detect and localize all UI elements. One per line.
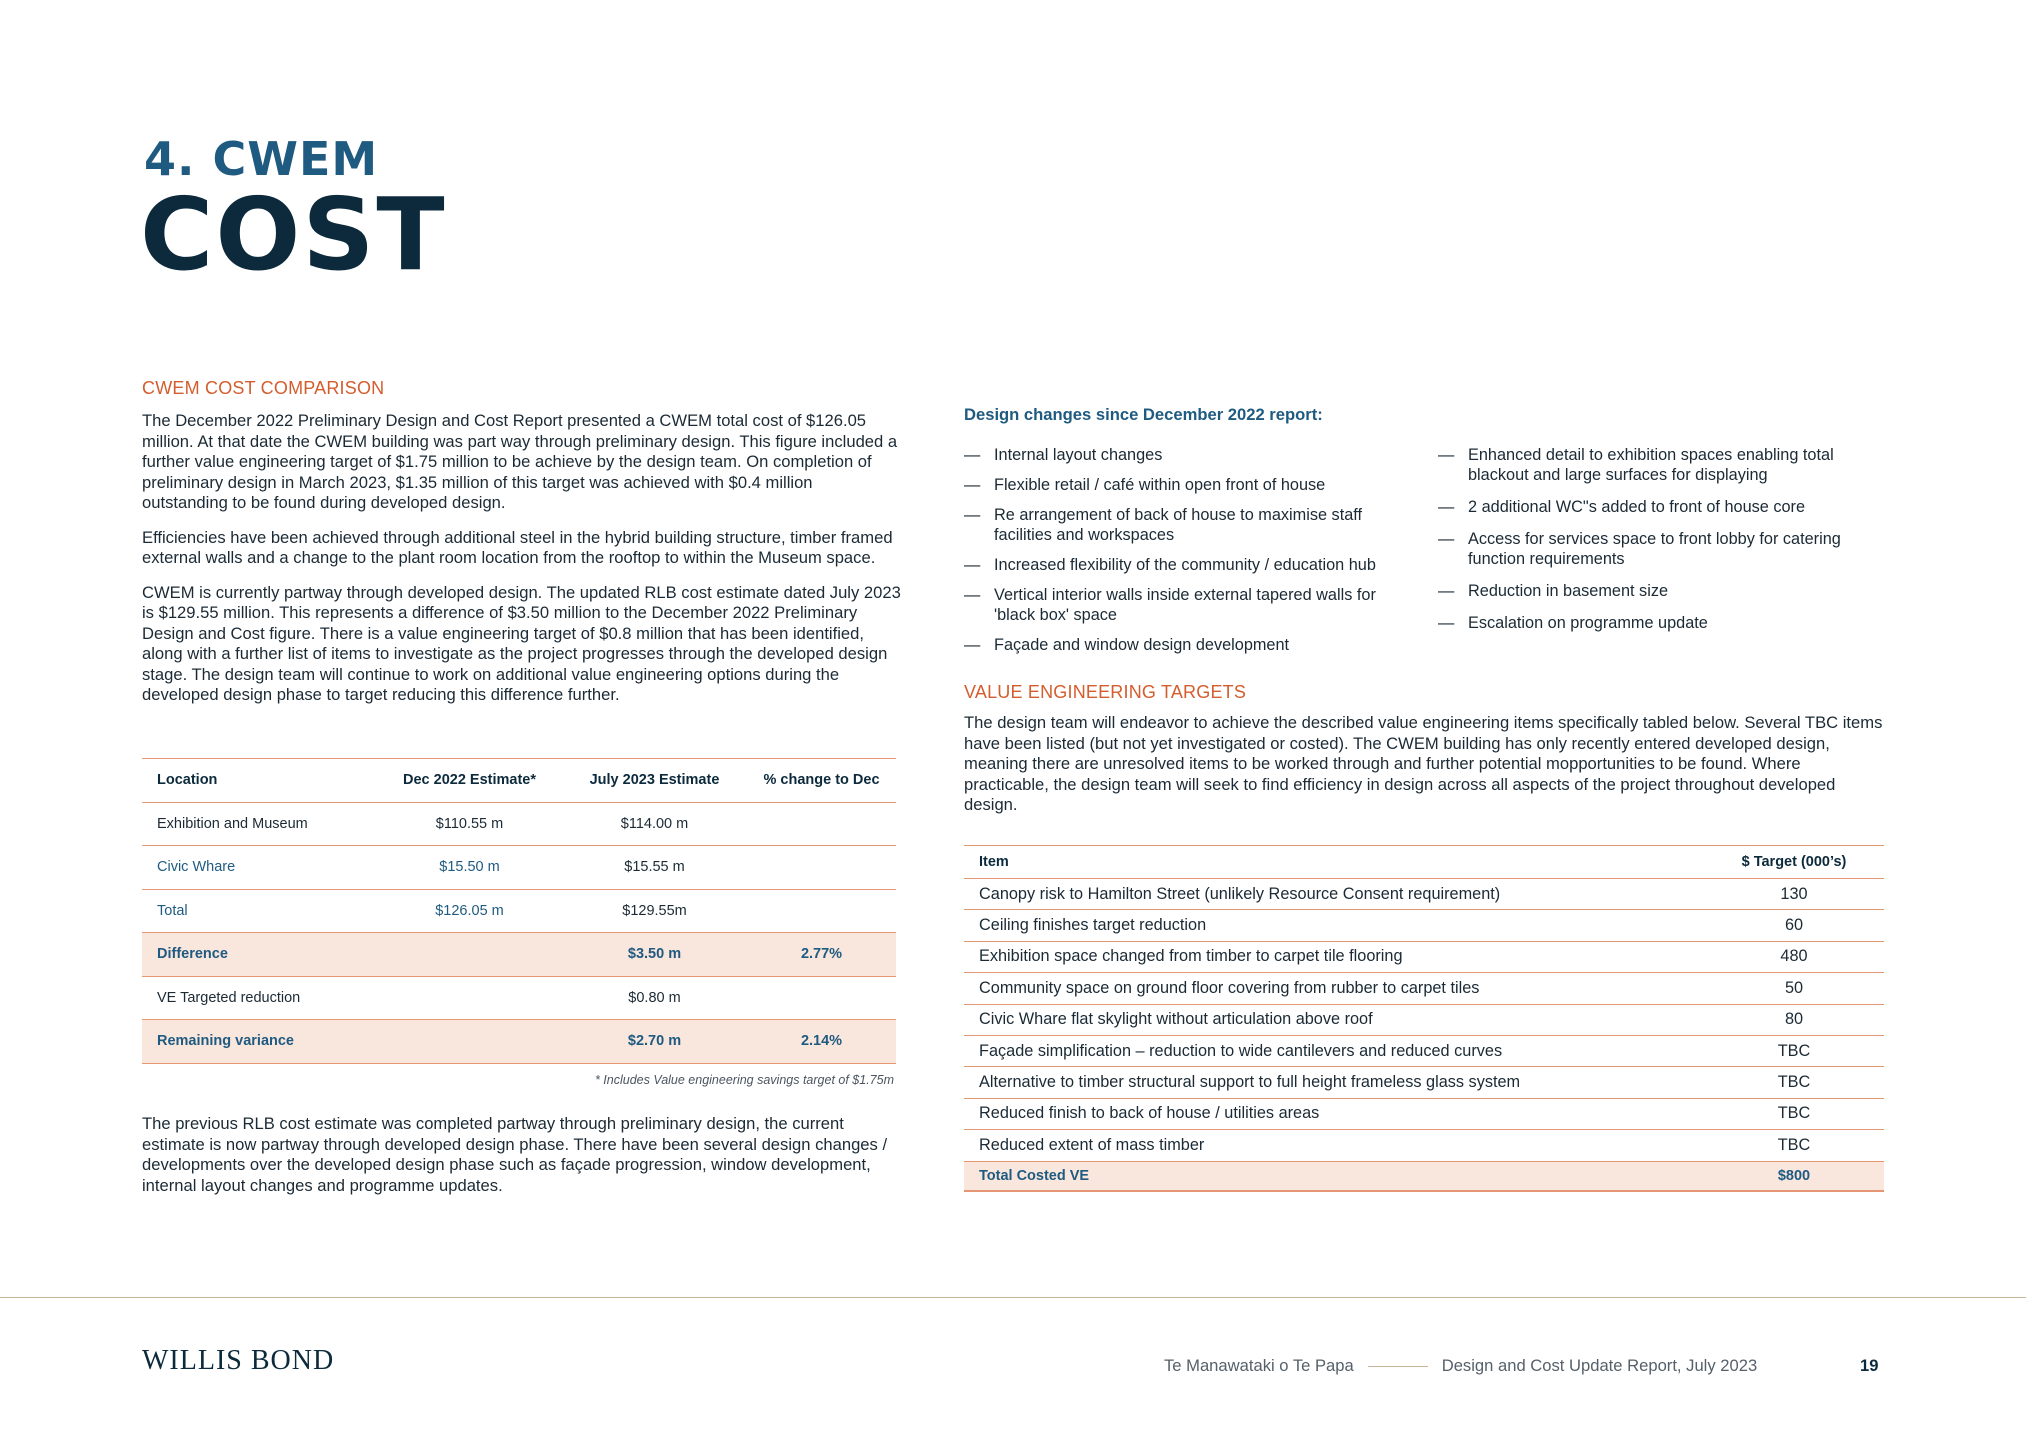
table-cell: Total Costed VE bbox=[964, 1161, 1704, 1191]
table-row bbox=[142, 889, 896, 933]
table-cell: VE Targeted reduction bbox=[142, 976, 377, 1020]
section-number: 4. CWEM bbox=[144, 132, 379, 186]
footer-divider bbox=[0, 1297, 2026, 1298]
cost-comparison-table bbox=[142, 758, 896, 1064]
list-item-text: Flexible retail / café within open front of house bbox=[994, 476, 1326, 494]
design-changes-list-left bbox=[964, 445, 1404, 655]
table-cell bbox=[377, 976, 562, 1020]
table-cell: $110.55 m bbox=[377, 802, 562, 846]
list-item-text: 2 additional WC"s added to front of house core bbox=[1468, 498, 1806, 516]
table-row bbox=[964, 1067, 1884, 1098]
value-engineering-body: The design team will endeavor to achieve the described value engineering items specifically tabled below. Several TBC items have been listed (but not yet investigated or costed). The CWEM building has only recently entered developed design, meaning there are unresolved items to be worked through and further potential mopportunities to be found. Where practicable, the design team will seek to find efficiency in design across all aspects of the project throughout developed design. bbox=[964, 713, 1883, 814]
table-cell: Ceiling finishes target reduction bbox=[964, 910, 1704, 941]
list-item bbox=[1438, 613, 1878, 633]
cost-comparison-body bbox=[142, 411, 902, 720]
dash-bullet: — bbox=[964, 636, 981, 654]
table-cell: Difference bbox=[142, 933, 377, 977]
table-cell: $126.05 m bbox=[377, 889, 562, 933]
page-title: COST bbox=[140, 176, 447, 293]
column-header: Item bbox=[964, 846, 1704, 879]
design-changes-list-right bbox=[1438, 445, 1878, 633]
column-header: $ Target (000’s) bbox=[1704, 846, 1884, 879]
list-item-text: Increased flexibility of the community / education hub bbox=[994, 556, 1376, 574]
table-cell: $15.50 m bbox=[377, 846, 562, 890]
table-cell: $114.00 m bbox=[562, 802, 747, 846]
table-cell: $3.50 m bbox=[562, 933, 747, 977]
list-item bbox=[964, 555, 1404, 575]
table-cell: 2.77% bbox=[747, 933, 896, 977]
dash-bullet: — bbox=[1438, 498, 1455, 516]
table-footnote: * Includes Value engineering savings target of $1.75m bbox=[594, 1073, 894, 1087]
footer-project-name: Te Manawataki o Te Papa bbox=[1164, 1356, 1354, 1375]
table-cell bbox=[747, 802, 896, 846]
list-item bbox=[964, 635, 1404, 655]
table-cell: $15.55 m bbox=[562, 846, 747, 890]
value-engineering-heading: VALUE ENGINEERING TARGETS bbox=[964, 682, 1247, 702]
table-row bbox=[964, 1130, 1884, 1161]
footer-report-name: Design and Cost Update Report, July 2023 bbox=[1441, 1356, 1758, 1375]
list-item-text: Internal layout changes bbox=[994, 446, 1163, 464]
closing-paragraph: The previous RLB cost estimate was completed partway through preliminary design, the current estimate is now partway through developed design phase. There have been several design changes / developments over the developed design phase such as façade progression, window development, internal layout changes and programme updates. bbox=[142, 1114, 888, 1195]
dash-bullet: — bbox=[1438, 614, 1455, 632]
value-engineering-table bbox=[964, 845, 1884, 1192]
table-header-row bbox=[964, 846, 1884, 879]
table-cell: $2.70 m bbox=[562, 1020, 747, 1064]
column-header: Dec 2022 Estimate* bbox=[377, 759, 562, 803]
table-cell: Exhibition space changed from timber to carpet tile flooring bbox=[964, 941, 1704, 972]
list-item-text: Vertical interior walls inside external tapered walls for 'black box' space bbox=[994, 586, 1376, 624]
list-item bbox=[1438, 581, 1878, 601]
table-row bbox=[964, 879, 1884, 910]
dash-bullet: — bbox=[964, 446, 981, 464]
list-item-text: Re arrangement of back of house to maximise staff facilities and workspaces bbox=[994, 506, 1363, 544]
table-cell: TBC bbox=[1704, 1067, 1884, 1098]
paragraph: Efficiencies have been achieved through additional steel in the hybrid building structure, timber framed external walls and a change to the plant room location from the rooftop to within the Museum space. bbox=[142, 527, 893, 567]
table-cell: TBC bbox=[1704, 1035, 1884, 1066]
table-row-highlight bbox=[142, 1020, 896, 1064]
cost-comparison-heading: CWEM COST COMPARISON bbox=[142, 378, 385, 398]
table-cell: Alternative to timber structural support to full height frameless glass system bbox=[964, 1067, 1704, 1098]
list-item bbox=[964, 475, 1404, 495]
design-changes-heading: Design changes since December 2022 report: bbox=[964, 405, 1323, 424]
dash-bullet: — bbox=[1438, 446, 1455, 464]
column-header: % change to Dec bbox=[747, 759, 896, 803]
table-cell bbox=[747, 846, 896, 890]
table-cell: $800 bbox=[1704, 1161, 1884, 1191]
table-cell: 60 bbox=[1704, 910, 1884, 941]
list-item-text: Façade and window design development bbox=[994, 636, 1290, 654]
table-cell: TBC bbox=[1704, 1130, 1884, 1161]
dash-bullet: — bbox=[964, 586, 981, 604]
table-row bbox=[964, 973, 1884, 1004]
table-cell: Façade simplification – reduction to wide cantilevers and reduced curves bbox=[964, 1035, 1704, 1066]
list-item-text: Escalation on programme update bbox=[1468, 614, 1708, 632]
table-cell bbox=[377, 933, 562, 977]
table-cell: Civic Whare bbox=[142, 846, 377, 890]
table-row bbox=[964, 941, 1884, 972]
dash-bullet: — bbox=[964, 476, 981, 494]
list-item bbox=[1438, 497, 1878, 517]
dash-bullet: — bbox=[1438, 530, 1455, 548]
page-number: 19 bbox=[1860, 1356, 1879, 1375]
table-cell: TBC bbox=[1704, 1098, 1884, 1129]
table-cell bbox=[747, 976, 896, 1020]
table-cell: Civic Whare flat skylight without articulation above roof bbox=[964, 1004, 1704, 1035]
table-cell: Reduced finish to back of house / utilities areas bbox=[964, 1098, 1704, 1129]
table-cell: 2.14% bbox=[747, 1020, 896, 1064]
footer-meta bbox=[1164, 1356, 1757, 1376]
footer-separator bbox=[1368, 1366, 1428, 1367]
dash-bullet: — bbox=[964, 506, 981, 524]
table-cell: 50 bbox=[1704, 973, 1884, 1004]
dash-bullet: — bbox=[964, 556, 981, 574]
table-header-row bbox=[142, 759, 896, 803]
table-total-row bbox=[964, 1161, 1884, 1191]
table-row bbox=[142, 846, 896, 890]
table-cell: Reduced extent of mass timber bbox=[964, 1130, 1704, 1161]
table-cell: 80 bbox=[1704, 1004, 1884, 1035]
table-cell: Canopy risk to Hamilton Street (unlikely Resource Consent requirement) bbox=[964, 879, 1704, 910]
table-row bbox=[964, 1098, 1884, 1129]
table-row-highlight bbox=[142, 933, 896, 977]
list-item bbox=[1438, 445, 1878, 485]
list-item bbox=[964, 445, 1404, 465]
column-header: Location bbox=[142, 759, 377, 803]
table-cell: 480 bbox=[1704, 941, 1884, 972]
table-cell: $129.55m bbox=[562, 889, 747, 933]
table-row bbox=[142, 976, 896, 1020]
table-row bbox=[964, 1035, 1884, 1066]
list-item bbox=[1438, 529, 1878, 569]
table-cell bbox=[747, 889, 896, 933]
table-row bbox=[964, 910, 1884, 941]
table-cell: 130 bbox=[1704, 879, 1884, 910]
table-cell: $0.80 m bbox=[562, 976, 747, 1020]
list-item-text: Reduction in basement size bbox=[1468, 582, 1669, 600]
table-row bbox=[142, 802, 896, 846]
table-cell: Remaining variance bbox=[142, 1020, 377, 1064]
willis-bond-logo: WILLIS BOND bbox=[142, 1345, 335, 1376]
dash-bullet: — bbox=[1438, 582, 1455, 600]
table-row bbox=[964, 1004, 1884, 1035]
table-cell: Community space on ground floor covering from rubber to carpet tiles bbox=[964, 973, 1704, 1004]
table-cell: Total bbox=[142, 889, 377, 933]
list-item bbox=[964, 585, 1404, 625]
list-item-text: Access for services space to front lobby for catering function requirements bbox=[1468, 530, 1841, 568]
paragraph: CWEM is currently partway through developed design. The updated RLB cost estimate dated July 2023 is $129.55 million. This represents a difference of $3.50 million to the December 2022 Preliminary Design and Cost figure. There is a value engineering target of $0.8 million that has been identified, along with a further list of items to investigate as the project progresses through the developed design stage. The design team will continue to work on additional value engineering options during the developed design phase to target reducing this difference further. bbox=[142, 582, 901, 704]
paragraph: The December 2022 Preliminary Design and Cost Report presented a CWEM total cost of $126.05 million. At that date the CWEM building was part way through preliminary design. This figure included a further value engineering target of $1.75 million to be achieve by the design team. On completion of preliminary design in March 2023, $1.35 million of this target was achieved with $0.4 million outstanding to be found during developed design. bbox=[142, 411, 898, 512]
list-item bbox=[964, 505, 1404, 545]
column-header: July 2023 Estimate bbox=[562, 759, 747, 803]
table-cell bbox=[377, 1020, 562, 1064]
table-cell: Exhibition and Museum bbox=[142, 802, 377, 846]
list-item-text: Enhanced detail to exhibition spaces enabling total blackout and large surfaces for displaying bbox=[1468, 446, 1834, 484]
